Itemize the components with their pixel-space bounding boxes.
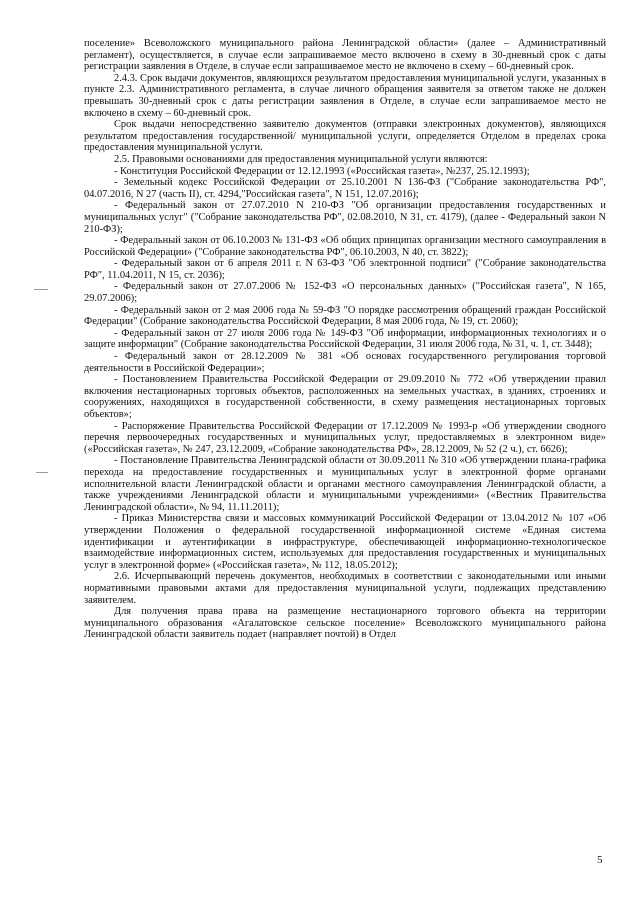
paragraph: Срок выдачи непосредственно заявителю документов (отправки электронных документов), являющихся результатом предоставления государственной/ муниципальной услуги, определяется Отделом в пределах срока предоставления муниципальной услуги. bbox=[84, 119, 606, 154]
paragraph: - Земельный кодекс Российской Федерации от 25.10.2001 N 136-ФЗ ("Собрание законодательства РФ", 04.07.2016, N 27 (часть II), ст. 4294,"Российская газета", N 151, 12.07.2016); bbox=[84, 177, 606, 200]
paragraph: 2.6. Исчерпывающий перечень документов, необходимых в соответствии с законодательными или иными нормативными правовыми актами для предоставления муниципальной услуги, подлежащих представлению заявителем. bbox=[84, 571, 606, 606]
paragraph: - Федеральный закон от 6 апреля 2011 г. N 63-ФЗ "Об электронной подписи" ("Собрание законодательства РФ", 11.04.2011, N 15, ст. 2036); bbox=[84, 258, 606, 281]
paragraph: - Конституция Российской Федерации от 12.12.1993 («Российская газета», №237, 25.12.1993); bbox=[114, 165, 530, 177]
margin-scan-mark bbox=[36, 472, 48, 473]
paragraph: - Федеральный закон от 28.12.2009 № 381 «Об основах государственного регулирования торговой деятельности в Российской Федерации»; bbox=[84, 351, 606, 374]
paragraph: - Постановление Правительства Ленинградской области от 30.09.2011 № 310 «Об утверждении плана-графика перехода на предоставление государственных и муниципальных услуг в электронной форме органами исполнительной власти Ленинградской области и органами местного самоуправления Ленинградской области, а также учреждениями Ленинградской области и муниципальными учреждениями» («Вестник Правительства Ленинградской области», № 94, 11.11.2011); bbox=[84, 455, 606, 513]
paragraph: - Постановлением Правительства Российской Федерации от 29.09.2010 № 772 «Об утверждении правил включения нестационарных торговых объектов, расположенных на земельных участках, в зданиях, строениях и сооружениях, находящихся в государственной собственности, в схему размещения нестационарных торговых объектов»; bbox=[84, 374, 606, 420]
paragraph: - Приказ Министерства связи и массовых коммуникаций Российской Федерации от 13.04.2012 № 107 «Об утверждении Положения о федеральной государственной информационной системе «Единая система идентификации и аутентификации в инфраструктуре, обеспечивающей информационно-технологическое взаимодействие информационных систем, используемых для предоставления государственных и муниципальных услуг в электронной форме» («Российская газета», № 112, 18.05.2012); bbox=[84, 513, 606, 571]
paragraph: 2.5. Правовыми основаниями для предоставления муниципальной услуги являются: bbox=[114, 153, 488, 165]
document-body bbox=[84, 38, 606, 641]
paragraph: - Федеральный закон от 27 июля 2006 года № 149-ФЗ "Об информации, информационных технологиях и о защите информации" (Собрание законодательства Российской Федерации, 31 июля 2006 года, № 31, ч. 1, ст. 3448); bbox=[84, 327, 606, 351]
paragraph: - Распоряжение Правительства Российской Федерации от 17.12.2009 № 1993-р «Об утверждении сводного перечня первоочередных государственных и муниципальных услуг, предоставляемых в электронном виде» («Российская газета», № 247, 23.12.2009, «Собрание законодательства РФ», 28.12.2009, № 52 (2 ч.), ст. 6626); bbox=[84, 420, 606, 455]
paragraph: - Федеральный закон от 27.07.2010 N 210-ФЗ "Об организации предоставления государственных и муниципальных услуг" ("Собрание законодательства РФ", 02.08.2010, N 31, ст. 4179), (далее - Федеральный закон N 210-ФЗ); bbox=[84, 200, 606, 235]
margin-scan-mark bbox=[34, 289, 48, 290]
paragraph: Для получения права права на размещение нестационарного торгового объекта на территории муниципального образования «Агалатовское сельское поселение» Всеволожского муниципального района Ленинградской области заявитель подает (направляет почтой) в Отдел bbox=[84, 606, 606, 641]
paragraph: 2.4.3. Срок выдачи документов, являющихся результатом предоставления муниципальной услуги, указанных в пункте 2.3. Административного регламента, в случае личного обращения заявителя за ответом также не должен превышать 30-дневный срок с даты регистрации заявления в Отделе, в случае если запрашиваемое место не включено в схему – 60-дневный срок. bbox=[84, 72, 606, 119]
page-number: 5 bbox=[597, 854, 603, 866]
paragraph: - Федеральный закон от 27.07.2006 № 152-ФЗ «О персональных данных» ("Российская газета", N 165, 29.07.2006); bbox=[84, 281, 606, 305]
paragraph: - Федеральный закон от 06.10.2003 № 131-ФЗ «Об общих принципах организации местного самоуправления в Российской Федерации» ("Собрание законодательства РФ", 06.10.2003, N 40, ст. 3822); bbox=[84, 235, 606, 258]
paragraph: - Федеральный закон от 2 мая 2006 года № 59-ФЗ "О порядке рассмотрения обращений граждан Российской Федерации" (Собрание законодательства Российской Федерации, 8 мая 2006 года, № 19, ст. 2060); bbox=[84, 304, 606, 328]
paragraph: поселение» Всеволожского муниципального района Ленинградской области» (далее – Административный регламент), осуществляется, в случае если запрашиваемое место включено в схему в 30-дневный срок с даты регистрации заявления в Отделе, в случае если запрашиваемое место не включено в схему – 60-дневный срок. bbox=[84, 38, 606, 73]
